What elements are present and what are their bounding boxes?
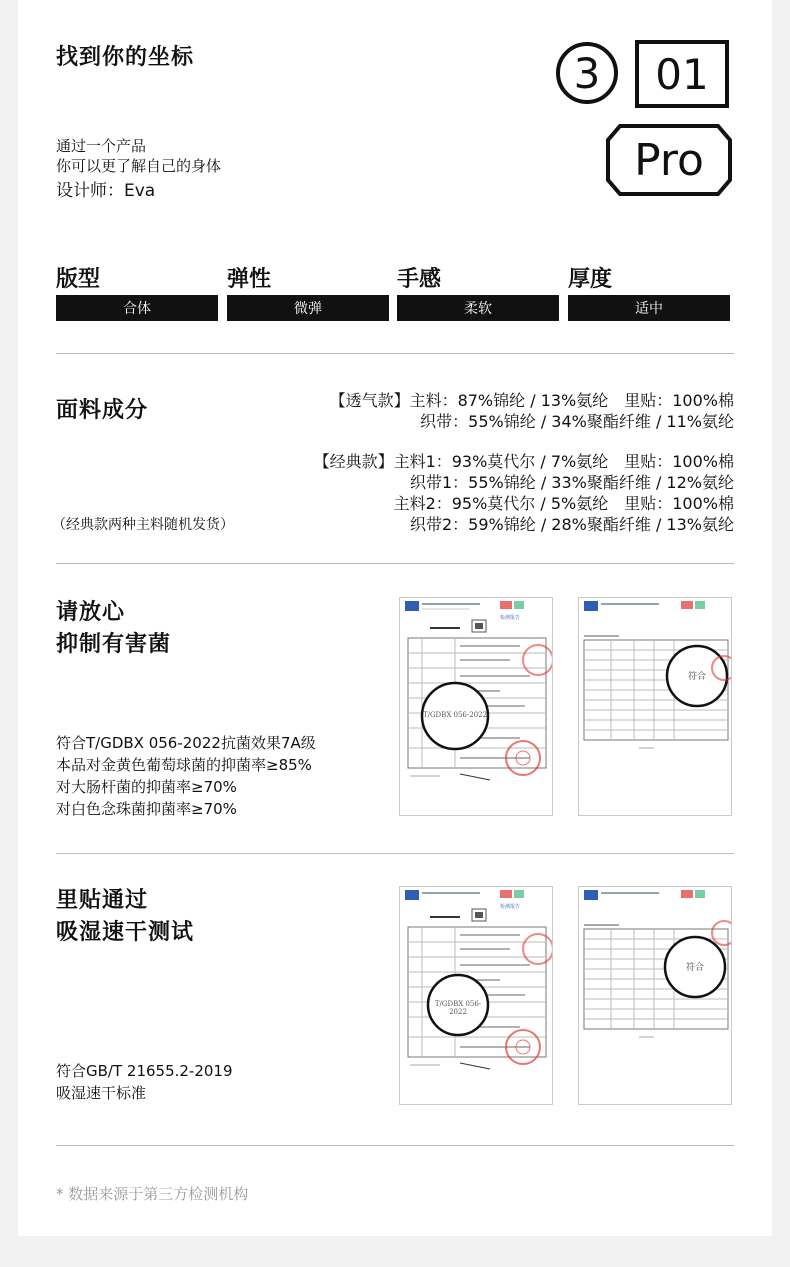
data-source-note: * 数据来源于第三方检测机构 [56, 1185, 249, 1203]
classic-composition [314, 451, 734, 535]
moisture-claims [56, 1060, 233, 1104]
breathable-composition [330, 390, 734, 432]
series-code-badge: 01 [635, 40, 729, 108]
breathable-line-2: 织带：55%锦纶 / 34%聚酯纤维 / 11%氨纶 [420, 412, 734, 431]
classic-line-3: 主料2：95%莫代尔 / 5%氨纶 里贴：100%棉 [393, 494, 734, 513]
antibacterial-report-page-2 [578, 597, 732, 816]
attr-feel-title: 手感 [397, 267, 442, 292]
attr-stretch-value: 微弹 [227, 295, 389, 321]
divider [56, 853, 734, 854]
moisture-line-1: 符合GB/T 21655.2-2019 [56, 1062, 233, 1080]
antibacterial-claims [56, 732, 316, 820]
page-card [18, 0, 772, 1236]
antibacterial-title-line-1: 请放心 [56, 600, 126, 625]
moisture-line-2: 吸湿速干标准 [56, 1084, 147, 1102]
classic-line-2: 织带1：55%锦纶 / 33%聚酯纤维 / 12%氨纶 [410, 473, 734, 492]
report-stamp-text: 符合 [685, 963, 704, 973]
report-stamp-text: T/GDBX 056-2022 [434, 1000, 482, 1016]
antibacterial-report-page-1 [399, 597, 553, 816]
attr-stretch-title: 弹性 [227, 267, 272, 292]
antibacterial-line-4: 对白色念珠菌抑菌率≥70% [56, 800, 237, 818]
designer-line: 设计师：Eva [56, 181, 156, 201]
page-title: 找到你的坐标 [56, 45, 195, 70]
divider [56, 353, 734, 354]
moisture-title-line-2: 吸湿速干测试 [56, 920, 195, 945]
report-scan-image [579, 598, 732, 816]
attr-feel-value: 柔软 [397, 295, 559, 321]
divider [56, 563, 734, 564]
classic-line-4: 织带2：59%锦纶 / 28%聚酯纤维 / 13%氨纶 [410, 515, 734, 534]
breathable-line-1: 【透气款】主料：87%锦纶 / 13%氨纶 里贴：100%棉 [329, 391, 734, 410]
moisture-title [56, 885, 194, 949]
antibacterial-line-3: 对大肠杆菌的抑菌率≥70% [56, 778, 237, 796]
attr-thickness-value: 适中 [568, 295, 730, 321]
antibacterial-line-2: 本品对金黄色葡萄球菌的抑菌率≥85% [56, 756, 312, 774]
attr-fit-value: 合体 [56, 295, 218, 321]
antibacterial-line-1: 符合T/GDBX 056-2022抗菌效果7A级 [56, 734, 316, 752]
report-stamp-text: T/GDBX 056-2022 [422, 711, 488, 719]
moisture-title-line-1: 里贴通过 [56, 888, 149, 913]
pro-badge [606, 124, 732, 196]
moisture-report-page-1 [399, 886, 553, 1105]
report-stamp-text: 符合 [687, 672, 706, 682]
antibacterial-title [56, 597, 171, 661]
pro-badge-label: Pro [634, 134, 704, 186]
attr-thickness-title: 厚度 [568, 267, 613, 292]
classic-line-1: 【经典款】主料1：93%莫代尔 / 7%氨纶 里贴：100%棉 [313, 452, 734, 471]
report-scan-image [400, 598, 553, 816]
attr-fit-title: 版型 [56, 267, 101, 292]
intro-line-2: 你可以更了解自己的身体 [56, 157, 222, 175]
intro-line-1: 通过一个产品 [56, 137, 147, 155]
series-number-badge: 3 [556, 42, 618, 104]
report-header-label: 检测报告 [500, 904, 521, 910]
antibacterial-title-line-2: 抑制有害菌 [56, 632, 172, 657]
fabric-title: 面料成分 [56, 398, 149, 423]
divider [56, 1145, 734, 1146]
report-scan-image [400, 887, 553, 1105]
moisture-report-page-2 [578, 886, 732, 1105]
report-scan-image [579, 887, 732, 1105]
fabric-note: （经典款两种主料随机发货） [52, 517, 234, 533]
report-header-label: 检测报告 [500, 615, 521, 621]
